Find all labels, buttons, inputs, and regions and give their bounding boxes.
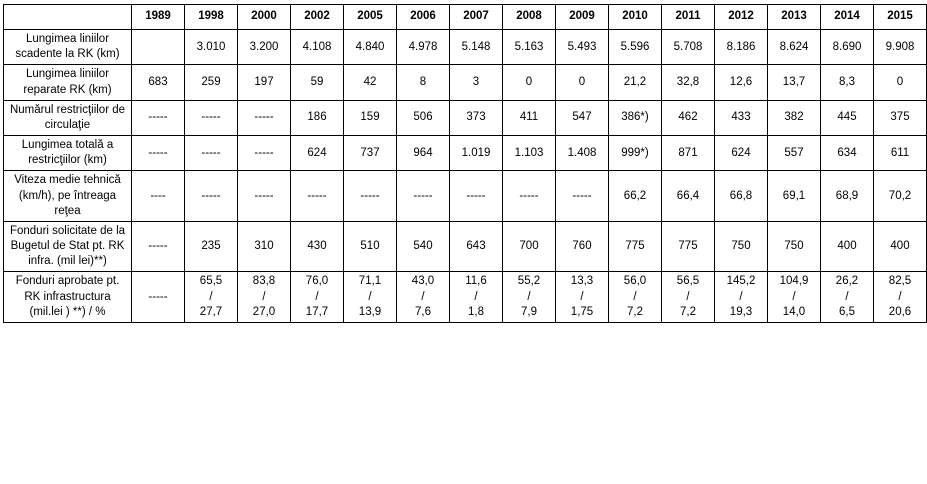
data-cell: 411 [503,100,556,135]
data-cell: ----- [185,171,238,222]
column-header-year: 1989 [132,5,185,30]
data-cell: 1.408 [556,136,609,171]
data-cell: 375 [874,100,927,135]
data-cell: 8 [397,65,450,100]
data-cell: 8.690 [821,30,874,65]
data-cell: 56,0 / 7,2 [609,272,662,323]
data-cell: 557 [768,136,821,171]
data-cell: 750 [715,221,768,272]
table-header [4,5,927,30]
data-cell: 12,6 [715,65,768,100]
data-cell: 3.200 [238,30,291,65]
data-cell: ----- [450,171,503,222]
column-header-year: 2011 [662,5,715,30]
data-cell: 433 [715,100,768,135]
table-corner-cell [4,5,132,30]
table-header-row [4,5,927,30]
data-cell: 775 [662,221,715,272]
data-cell: 0 [874,65,927,100]
data-cell: 999*) [609,136,662,171]
row-label: Lungimea liniilor reparate RK (km) [4,65,132,100]
data-cell: 11,6 / 1,8 [450,272,503,323]
data-cell: 235 [185,221,238,272]
data-cell: 462 [662,100,715,135]
data-cell: 445 [821,100,874,135]
data-cell: 5.163 [503,30,556,65]
data-cell: ----- [132,136,185,171]
data-cell: 624 [291,136,344,171]
column-header-year: 1998 [185,5,238,30]
data-cell: 66,2 [609,171,662,222]
data-cell: 8,3 [821,65,874,100]
data-cell: 66,4 [662,171,715,222]
data-cell: ----- [344,171,397,222]
data-cell: 32,8 [662,65,715,100]
data-cell: 56,5 / 7,2 [662,272,715,323]
data-cell: ----- [238,136,291,171]
column-header-year: 2006 [397,5,450,30]
row-label: Lungimea totală a restricţiilor (km) [4,136,132,171]
data-cell: 3.010 [185,30,238,65]
data-cell: 3 [450,65,503,100]
data-cell: ----- [291,171,344,222]
data-cell: 775 [609,221,662,272]
data-cell: ----- [503,171,556,222]
data-cell: 104,9 / 14,0 [768,272,821,323]
data-cell: 21,2 [609,65,662,100]
data-cell: 0 [556,65,609,100]
column-header-year: 2005 [344,5,397,30]
data-cell: 159 [344,100,397,135]
data-cell: 71,1 / 13,9 [344,272,397,323]
data-cell: 42 [344,65,397,100]
data-cell: 547 [556,100,609,135]
data-cell: ----- [397,171,450,222]
data-cell: 76,0 / 17,7 [291,272,344,323]
data-cell: 8.624 [768,30,821,65]
table-row [4,136,927,171]
row-label: Lungimea liniilor scadente la RK (km) [4,30,132,65]
data-cell: ----- [132,221,185,272]
data-cell: 70,2 [874,171,927,222]
data-cell: 4.108 [291,30,344,65]
data-cell: 1.103 [503,136,556,171]
data-cell: 68,9 [821,171,874,222]
data-cell: 611 [874,136,927,171]
data-cell: 55,2 / 7,9 [503,272,556,323]
data-cell: 4.840 [344,30,397,65]
data-cell: 683 [132,65,185,100]
row-label: Fonduri aprobate pt. RK infrastructura (mil.lei ) **) / % [4,272,132,323]
table-row [4,221,927,272]
data-cell: 310 [238,221,291,272]
row-label: Viteza medie tehnică (km/h), pe întreaga reţea [4,171,132,222]
data-cell: ----- [238,171,291,222]
data-cell: 430 [291,221,344,272]
data-cell: 13,3 / 1,75 [556,272,609,323]
data-cell: 510 [344,221,397,272]
data-cell: 5.596 [609,30,662,65]
data-cell: 382 [768,100,821,135]
column-header-year: 2013 [768,5,821,30]
table-row [4,272,927,323]
data-cell: 737 [344,136,397,171]
table-row [4,30,927,65]
data-cell: 634 [821,136,874,171]
data-cell: 871 [662,136,715,171]
data-cell: 9.908 [874,30,927,65]
data-cell: ----- [556,171,609,222]
data-cell: 624 [715,136,768,171]
row-label: Fonduri solicitate de la Bugetul de Stat pt. RK infra. (mil lei)**) [4,221,132,272]
row-label: Numărul restricţiilor de circulaţie [4,100,132,135]
data-cell: 4.978 [397,30,450,65]
data-cell: 750 [768,221,821,272]
data-cell: 66,8 [715,171,768,222]
data-cell: 59 [291,65,344,100]
data-cell: 65,5 / 27,7 [185,272,238,323]
table-row [4,65,927,100]
data-cell: 964 [397,136,450,171]
data-cell: 0 [503,65,556,100]
data-cell: 643 [450,221,503,272]
column-header-year: 2002 [291,5,344,30]
column-header-year: 2009 [556,5,609,30]
data-cell: 43,0 / 7,6 [397,272,450,323]
data-cell: 145,2 / 19,3 [715,272,768,323]
column-header-year: 2012 [715,5,768,30]
data-cell: 700 [503,221,556,272]
data-cell: 400 [821,221,874,272]
table-row [4,171,927,222]
data-cell: 373 [450,100,503,135]
data-cell: 5.708 [662,30,715,65]
data-cell: 760 [556,221,609,272]
data-cell: 69,1 [768,171,821,222]
data-cell: 8.186 [715,30,768,65]
data-cell: 197 [238,65,291,100]
data-cell: 5.493 [556,30,609,65]
infrastructure-data-table [3,4,927,323]
column-header-year: 2008 [503,5,556,30]
data-cell: 400 [874,221,927,272]
data-cell: 259 [185,65,238,100]
data-cell: 83,8 / 27,0 [238,272,291,323]
data-cell: 26,2 / 6,5 [821,272,874,323]
column-header-year: 2014 [821,5,874,30]
data-cell: 186 [291,100,344,135]
data-cell: 540 [397,221,450,272]
data-cell: ----- [132,100,185,135]
data-cell: ----- [238,100,291,135]
column-header-year: 2007 [450,5,503,30]
table-row [4,100,927,135]
data-cell: 13,7 [768,65,821,100]
data-cell: 386*) [609,100,662,135]
table-body [4,30,927,323]
data-cell: ----- [185,136,238,171]
data-cell: 82,5 / 20,6 [874,272,927,323]
column-header-year: 2000 [238,5,291,30]
data-cell: ---- [132,171,185,222]
data-cell: 5.148 [450,30,503,65]
data-cell [132,30,185,65]
data-cell: 506 [397,100,450,135]
data-cell: 1.019 [450,136,503,171]
data-cell: ----- [185,100,238,135]
data-cell: ----- [132,272,185,323]
column-header-year: 2015 [874,5,927,30]
column-header-year: 2010 [609,5,662,30]
